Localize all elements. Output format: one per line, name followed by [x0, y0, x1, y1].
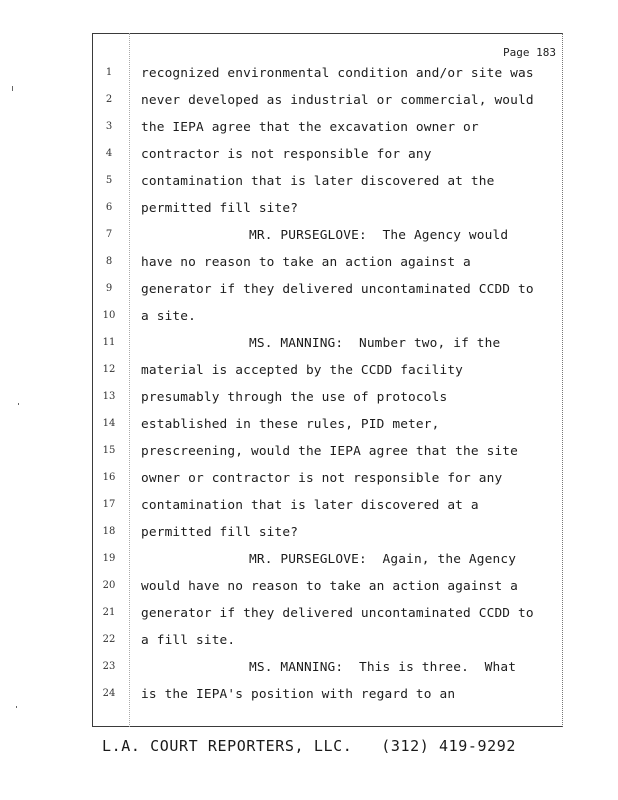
line-text: a site.	[141, 309, 196, 324]
line-number: 23	[102, 661, 116, 672]
transcript-line	[0, 688, 618, 715]
transcript-line	[0, 121, 618, 148]
line-text: have no reason to take an action against a	[141, 255, 471, 270]
line-text: generator if they delivered uncontaminated CCDD to	[141, 282, 534, 297]
transcript-line	[0, 94, 618, 121]
line-number: 16	[102, 472, 116, 483]
scan-speck	[16, 706, 17, 708]
line-text: the IEPA agree that the excavation owner or	[141, 120, 479, 135]
line-number: 2	[105, 94, 113, 105]
line-number: 10	[102, 310, 116, 321]
line-text: a fill site.	[141, 633, 236, 648]
transcript-line	[0, 607, 618, 634]
transcript-line	[0, 148, 618, 175]
transcript-line	[0, 283, 618, 310]
line-text: prescreening, would the IEPA agree that the site	[141, 444, 519, 459]
transcript-line	[0, 445, 618, 472]
line-text: permitted fill site?	[141, 525, 299, 540]
line-text: contamination that is later discovered at the	[141, 174, 495, 189]
transcript-line	[0, 310, 618, 337]
line-text: contractor is not responsible for any	[141, 147, 432, 162]
line-number: 18	[102, 526, 116, 537]
line-number: 20	[102, 580, 116, 591]
line-number: 8	[105, 256, 113, 267]
page-number-label: Page 183	[503, 46, 556, 59]
line-text: contamination that is later discovered at a	[141, 498, 479, 513]
line-text: presumably through the use of protocols	[141, 390, 448, 405]
line-number: 11	[102, 337, 116, 348]
transcript-line	[0, 229, 618, 256]
transcript-line	[0, 67, 618, 94]
transcript-line	[0, 202, 618, 229]
transcript-line	[0, 661, 618, 688]
line-text-speaker: MS. MANNING: This is three. What	[249, 660, 517, 675]
line-number: 22	[102, 634, 116, 645]
line-text-speaker: MR. PURSEGLOVE: Again, the Agency	[249, 552, 517, 567]
transcript-line	[0, 391, 618, 418]
line-text: never developed as industrial or commercial, would	[141, 93, 534, 108]
line-number: 13	[102, 391, 116, 402]
line-number: 19	[102, 553, 116, 564]
transcript-line	[0, 337, 618, 364]
line-number: 21	[102, 607, 116, 618]
transcript-line	[0, 418, 618, 445]
line-number: 12	[102, 364, 116, 375]
line-number: 6	[105, 202, 113, 213]
line-text: owner or contractor is not responsible for any	[141, 471, 503, 486]
line-number: 17	[102, 499, 116, 510]
court-reporter-footer: L.A. COURT REPORTERS, LLC. (312) 419-9292	[101, 737, 517, 755]
transcript-line	[0, 364, 618, 391]
line-number: 5	[105, 175, 113, 186]
line-number: 9	[105, 283, 113, 294]
line-text-speaker: MS. MANNING: Number two, if the	[249, 336, 501, 351]
line-number: 24	[102, 688, 116, 699]
line-number: 7	[105, 229, 113, 240]
transcript-line	[0, 526, 618, 553]
line-text: would have no reason to take an action against a	[141, 579, 519, 594]
transcript-line	[0, 634, 618, 661]
line-text: permitted fill site?	[141, 201, 299, 216]
line-number: 14	[102, 418, 116, 429]
line-text: is the IEPA's position with regard to an	[141, 687, 456, 702]
line-text: established in these rules, PID meter,	[141, 417, 440, 432]
transcript-line	[0, 580, 618, 607]
transcript-line	[0, 472, 618, 499]
line-text-speaker: MR. PURSEGLOVE: The Agency would	[249, 228, 509, 243]
transcript-line	[0, 175, 618, 202]
transcript-line	[0, 553, 618, 580]
line-text: material is accepted by the CCDD facility	[141, 363, 464, 378]
scan-speck	[18, 403, 19, 405]
transcript-line	[0, 256, 618, 283]
transcript-line	[0, 499, 618, 526]
line-text: recognized environmental condition and/or site was	[141, 66, 534, 81]
line-number: 1	[105, 67, 113, 78]
line-number: 4	[105, 148, 113, 159]
scan-speck	[12, 86, 13, 91]
line-number: 3	[105, 121, 113, 132]
line-number: 15	[102, 445, 116, 456]
line-text: generator if they delivered uncontaminated CCDD to	[141, 606, 534, 621]
